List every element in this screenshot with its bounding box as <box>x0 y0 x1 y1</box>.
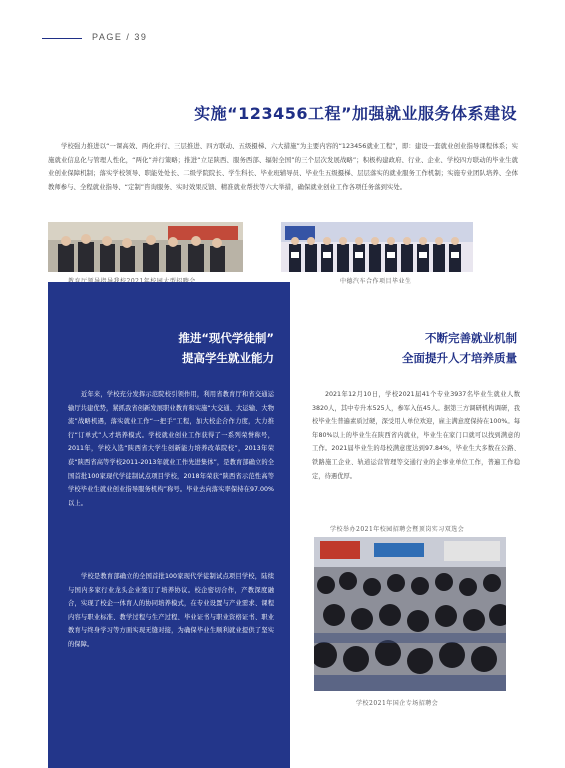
caption-graduates: 中德汽车合作项目毕业生 <box>340 278 412 285</box>
right-section-subtitle: 全面提升人才培养质量 <box>402 351 517 365</box>
left-section-paragraph-2: 学校是教育部确立的全国首批100家现代学徒制试点项目学校，陆续与国内多家行业龙头企业签订了培养协议。校企密切合作，产教深度融合，实现了校企一体育人的协同培养模式，在专业设置与产业需求、课程内容与职业标准、教学过程与生产过程、毕业证书与职业资格证书、职业教育与终身学习等方面实现无缝对接，为确保毕业生顺利就业提供了坚实的保障。 <box>68 573 274 648</box>
left-section-subtitle: 提高学生就业能力 <box>182 351 274 365</box>
left-section-title: 推进“现代学徒制” <box>178 331 274 345</box>
page-title: 实施“123456工程”加强就业服务体系建设 <box>194 104 517 123</box>
right-section-paragraph: 2021年12月10日，学校2021届41个专业3937名毕业生就业人数3820人，其中专升本525人，参军入伍45人。据第三方调研机构调研，我校毕业生普遍素质过硬，深受用人单位欢迎，雇主满意度保持在100%。每年80%以上的毕业生在陕西省内就业，毕业生在家门口就可以找到满意的工作。2021届毕业生的母校满意度达到97.84%，毕业生大多数在公路、铁路施工企业、轨道运营管理等交通行业的企事业单位工作，普遍工作稳定，待遇优厚。 <box>312 391 520 480</box>
right-section-title: 不断完善就业机制 <box>425 331 517 345</box>
left-section-paragraph-1: 近年来，学校充分发挥示范院校引领作用，利用省教育厅和省交通运输厅共建优势，紧抓我省创新发展职业教育和实施“大交通、大运输、大物流”战略机遇，落实就业工作“一把手”工程，加大校企合作力度，大力推行“订单式”人才培养模式。学校就业创业工作获得了一系列荣誉称号，2011年，学校入选“陕西省大学生创新能力培养改革院校”，2013年荣获“陕西省高等学校2011-2013年就业工作先进集体”，是教育部确立的全国首批100家现代学徒制试点项目学校，2018年荣获“陕西省示范性高等学校毕业生就业创业指导服务机构”称号。毕业去向落实率保持在97.00%以上。 <box>68 391 274 507</box>
photo-officials <box>48 222 243 272</box>
page-number: PAGE / 39 <box>92 32 148 42</box>
photo-graduates <box>281 222 473 272</box>
caption-soe-fair: 学校2021年国企专场招聘会 <box>356 700 439 707</box>
header-rule <box>42 38 82 39</box>
caption-job-fair: 学校举办2021年校园招聘会暨顶岗实习双选会 <box>330 526 465 533</box>
photo-job-fair-crowd <box>314 537 506 691</box>
intro-paragraph: 学校强力推进以“一课高效、两化并行、三层推进、四方联动、五级摄梯、六大措施”为主要内容的“123456就业工程”，即：建设一套就业创业指导课程体系；实施就业信息化与管理人性化，“两化”并行策略；推进“立足陕西、服务西部、辐射全国”的三个层次发展战略”；积极构建政府、行业、企业、学校四方联动的毕业生就业创业保障机制；落实学校领导、职能处处长、二级学院院长、学生科长、毕业班辅导员、毕业生五级摄梯、层层落实的就业服务工作机制；实施专业团队培养、全体教师参与、全程就业指导、“定制”咨询服务、实时效果反馈、精准就业帮扶等六大举措，确保就业创业工作各项任务落到实处。 <box>48 142 518 191</box>
